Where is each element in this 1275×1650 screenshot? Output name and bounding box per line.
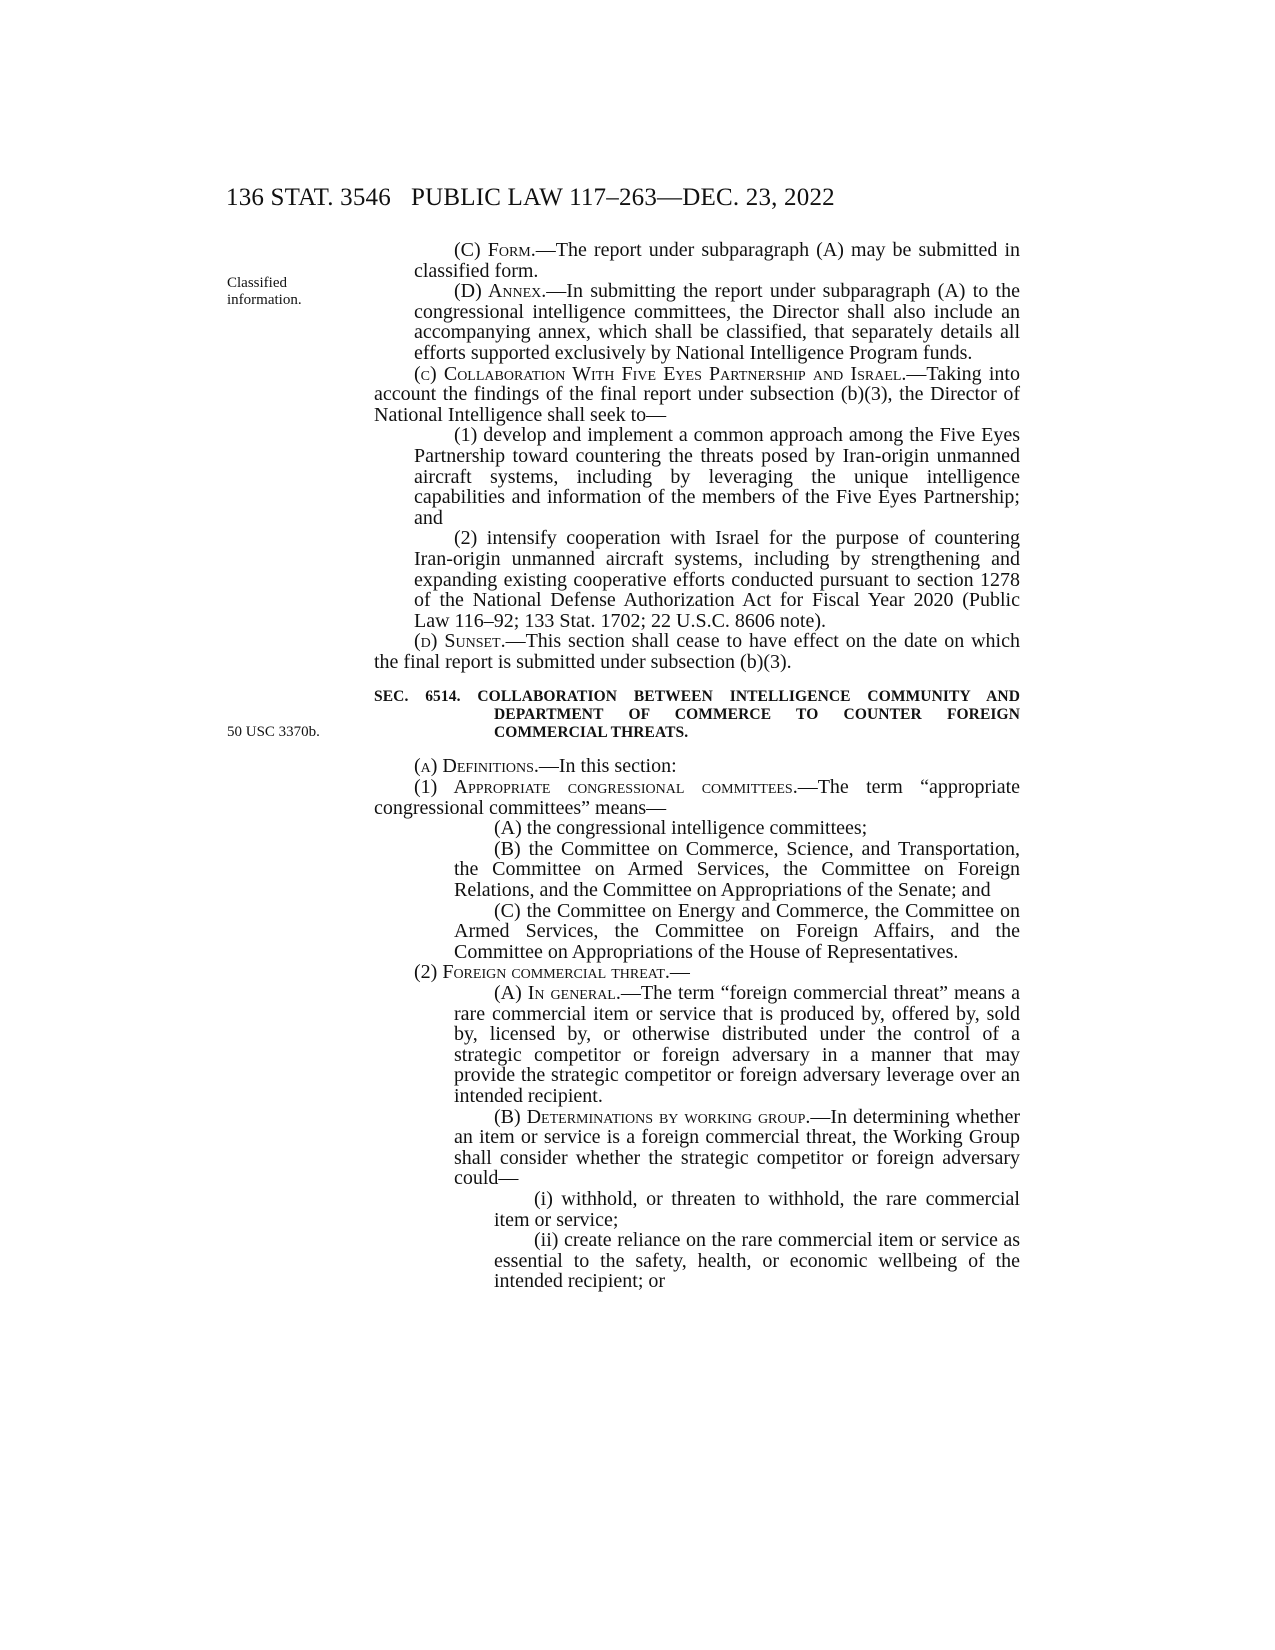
heading-def-2-b: (B) Determinations by working group. bbox=[494, 1105, 811, 1128]
paragraph-def-2 bbox=[374, 962, 1020, 983]
heading-a-definitions: (a) Definitions. bbox=[414, 755, 539, 778]
document-body bbox=[374, 240, 1020, 1292]
text-def-2-b: —In determining whether an item or service is a foreign commercial threat, the Working Group shall consider whether the strategic competitor or foreign adversary could— bbox=[454, 1105, 1020, 1190]
text-d-annex: —In submitting the report under subparagraph (A) to the congressional intelligence committees, the Director shall also include an accompanying annex, which shall be classified, that separately details all efforts supported exclusively by National Intelligence Program funds. bbox=[414, 280, 1020, 364]
statute-page-number: 136 STAT. 3546 bbox=[226, 184, 391, 211]
text-def-2-a: —The term “foreign commercial threat” means a rare commercial item or service that is produced by, offered by, sold by, licensed by, or otherwise distributed under the control of a strategic competitor or foreign adversary in a manner that may provide the strategic competitor or foreign adversary leverage over an intended recipient. bbox=[454, 982, 1020, 1107]
text-c-collaboration: —Taking into account the findings of the final report under subsection (b)(3), the Director of National Intelligence shall seek to— bbox=[374, 362, 1020, 426]
heading-d-annex: (D) Annex. bbox=[454, 280, 547, 303]
margin-note-line: information. bbox=[227, 292, 302, 308]
paragraph-def-2-a bbox=[374, 983, 1020, 1107]
paragraph-def-1 bbox=[374, 777, 1020, 818]
paragraph-def-2-b bbox=[374, 1107, 1020, 1189]
paragraph-item-1: (1) develop and implement a common approach among the Five Eyes Partnership toward countering the threats posed by Iran-origin unmanned aircraft systems, including by leveraging the unique intelligence capabilities and information of the members of the Five Eyes Partnership; and bbox=[414, 424, 1020, 529]
text-def-2: — bbox=[669, 961, 690, 984]
margin-note-line: Classified bbox=[227, 275, 287, 291]
heading-def-1: (1) Appropriate congressional committees. bbox=[414, 776, 798, 799]
heading-c-form: (C) Form. bbox=[454, 239, 536, 261]
text-def-1: —The term “appropriate congressional committees” means— bbox=[374, 776, 1021, 819]
heading-c-collaboration: (c) Collaboration With Five Eyes Partnership and Israel. bbox=[414, 362, 907, 385]
heading-def-2-a: (A) In general. bbox=[494, 982, 621, 1004]
heading-d-sunset: (d) Sunset. bbox=[414, 630, 506, 653]
margin-note-usc: 50 USC 3370b. bbox=[227, 724, 320, 740]
paragraph-def-1-b: (B) the Committee on Commerce, Science, and Transportation, the Committee on Armed Services, the Committee on Foreign Relations, and the Committee on Appropriations of the Senate; and bbox=[454, 837, 1020, 902]
paragraph-def-1-c: (C) the Committee on Energy and Commerce, the Committee on Armed Services, the Committee on Foreign Affairs, and the Committee on Appropriations of the House of Representatives. bbox=[454, 899, 1020, 963]
heading-def-2: (2) Foreign commercial threat. bbox=[414, 961, 670, 984]
text-c-form: —The report under subparagraph (A) may be submitted in classified form. bbox=[414, 239, 1020, 282]
paragraph-def-1-a: (A) the congressional intelligence committees; bbox=[494, 817, 868, 840]
paragraph-d-sunset bbox=[374, 631, 1020, 672]
public-law-title: PUBLIC LAW 117–263—DEC. 23, 2022 bbox=[411, 184, 835, 211]
text-d-sunset: —This section shall cease to have effect on the date on which the final report is submitted under subsection (b)(3). bbox=[374, 630, 1020, 673]
paragraph-c-collaboration bbox=[374, 364, 1020, 426]
paragraph-def-2-b-ii: (ii) create reliance on the rare commercial item or service as essential to the safety, health, or economic wellbeing of the intended recipient; or bbox=[494, 1229, 1020, 1293]
text-a-definitions: —In this section: bbox=[538, 755, 677, 778]
paragraph-item-2: (2) intensify cooperation with Israel for the purpose of countering Iran-origin unmanned aircraft systems, including by strengthening and expanding existing cooperative efforts conducted pursuant to section 1278 of the National Defense Authorization Act for Fiscal Year 2020 (Public Law 116–92; 133 Stat. 1702; 22 U.S.C. 8606 note). bbox=[414, 527, 1020, 632]
paragraph-def-2-b-i: (i) withhold, or threaten to withhold, the rare commercial item or service; bbox=[494, 1187, 1020, 1231]
margin-note-classified bbox=[227, 275, 302, 309]
section-heading: SEC. 6514. COLLABORATION BETWEEN INTELLIGENCE COMMUNITY AND DEPARTMENT OF COMMERCE TO COUNTER FOREIGN COMMERCIAL THREATS. bbox=[374, 688, 1020, 742]
paragraph-a-definitions bbox=[374, 756, 1020, 777]
paragraph-d-annex bbox=[374, 281, 1020, 363]
paragraph-c-form bbox=[374, 240, 1020, 281]
